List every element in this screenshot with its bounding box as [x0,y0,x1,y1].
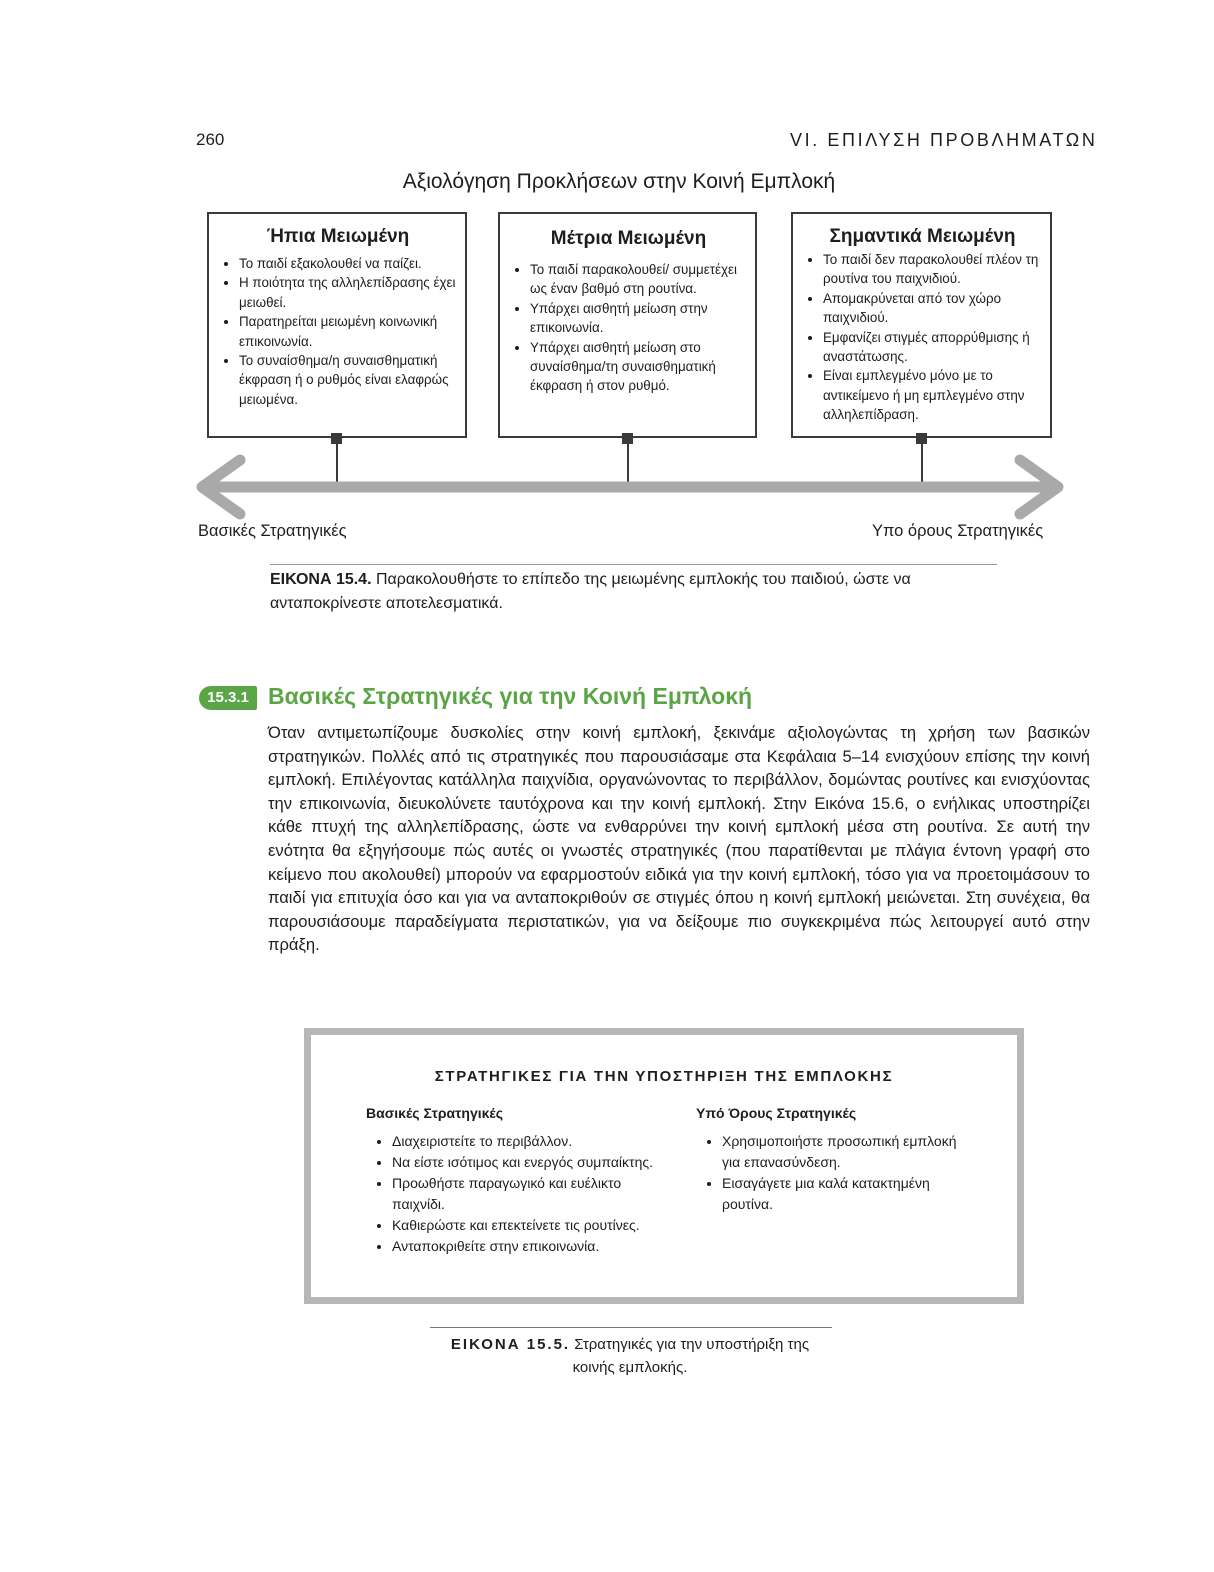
page-number: 260 [196,130,225,149]
figure-title-text: Αξιολόγηση Προκλήσεων στην Κοινή Εμπλοκή [402,170,836,193]
list-item: • Χρησιμοποιήστε προσωπική εμπλοκή για επανασύνδεση. [722,1131,966,1173]
box-significant-heading: Σημαντικά Μειωμένη [829,226,1016,247]
list-item: • Απομακρύνεται από τον χώρο παιχνιδιού. [823,289,1042,328]
list-item: • Εισαγάγετε μια καλά κατακτημένη ρουτίνα. [722,1173,966,1215]
list-item: • Υπάρχει αισθητή μείωση στην επικοινωνία. [530,299,747,338]
axis-right-label: Υπο όρους Στρατηγικές [872,522,1044,540]
list-item: • Καθιερώστε και επεκτείνετε τις ρουτίνες. [392,1215,666,1236]
figure-caption-15-5 [430,1333,830,1379]
list-item: • Ανταποκριθείτε στην επικοινωνία. [392,1236,666,1257]
box-moderate [498,212,757,438]
box-moderate-heading: Μέτρια Μειωμένη [550,228,707,249]
conditional-strategies-column [696,1105,966,1215]
section-number-badge: 15.3.1 [199,686,257,710]
axis-left-label: Βασικές Στρατηγικές [198,522,347,540]
figure-caption-15-4 [270,568,1000,616]
caption-text: Παρακολουθήστε το επίπεδο της μειωμένης εμπλοκής του παιδιού, ώστε να ανταποκρίνεστε αποτελεσματικά. [270,571,911,612]
list-item: • Διαχειριστείτε το περιβάλλον. [392,1131,666,1152]
list-item: • Είναι εμπλεγμένο μόνο με το αντικείμενο ή μη εμπλεγμένο στην αλληλεπίδραση. [823,366,1042,424]
figure-title [0,170,1214,194]
list-item: • Το παιδί δεν παρακολουθεί πλέον τη ρουτίνα του παιχνιδιού. [823,250,1042,289]
running-header: VI. ΕΠΙΛΥΣΗ ΠΡΟΒΛΗΜΑΤΩΝ [790,130,1098,150]
section-title: Βασικές Στρατηγικές για την Κοινή Εμπλοκή [268,683,753,709]
list-item: • Προωθήστε παραγωγικό και ευέλικτο παιχνίδι. [392,1173,666,1215]
caption-label: ΕΙΚΟΝΑ 15.4. [270,571,372,588]
conditional-strategies-list [696,1131,966,1215]
list-item: • Το παιδί παρακολουθεί/ συμμετέχει ως έναν βαθμό στη ρουτίνα. [530,260,747,299]
strategies-box [304,1028,1024,1304]
basic-strategies-column [366,1105,666,1257]
list-item: • Εμφανίζει στιγμές απορρύθμισης ή αναστάτωσης. [823,328,1042,367]
box-mild [207,212,467,438]
caption-rule [430,1327,832,1328]
list-item: • Παρατηρείται μειωμένη κοινωνική επικοινωνία. [239,312,457,351]
box-moderate-list [510,260,747,396]
caption-label: ΕΙΚΟΝΑ 15.5. [450,1336,571,1353]
list-item: • Υπάρχει αισθητή μείωση στο συναίσθημα/τη συναισθηματική έκφραση ή στον ρυθμό. [530,338,747,396]
list-item: • Η ποιότητα της αλληλεπίδρασης έχει μειωθεί. [239,273,457,312]
box-significant [791,212,1052,438]
box-significant-list [803,250,1042,425]
box-mild-heading: Ήπια Μειωμένη [266,226,410,247]
double-arrow-icon [190,454,1070,524]
list-item: • Να είστε ισότιμος και ενεργός συμπαίκτης. [392,1152,666,1173]
caption-rule [270,564,997,565]
box-mild-list [219,254,457,409]
list-item: • Το παιδί εξακολουθεί να παίζει. [239,254,457,273]
section-paragraph: Όταν αντιμετωπίζουμε δυσκολίες στην κοινή εμπλοκή, ξεκινάμε αξιολογώντας τη χρήση των βασικών στρατηγικών. Πολλές από τις στρατηγικές που παρουσιάσαμε στα Κεφάλαια 5–14 ενισχύουν επίσης την κοινή εμπλοκή. Επιλέγοντας κατάλληλα παιχνίδια, οργανώνοντας το περιβάλλον, δομώντας ρουτίνες και ενισχύοντας την επικοινωνία, διευκολύνετε ταυτόχρονα και την κοινή εμπλοκή. Στην Εικόνα 15.6, ο ενήλικας υποστηρίζει κάθε πτυχή της αλληλεπίδρασης, ώστε να ενθαρρύνει την κοινή εμπλοκή μέσα στη ρουτίνα. Σε αυτή την ενότητα θα εξηγήσουμε πώς αυτές οι γνωστές στρατηγικές (που παρατίθενται με πλάγια έντονη γραφή στο κείμενο που ακολουθεί) μπορούν να εφαρμοστούν ειδικά για την κοινή εμπλοκή, τόσο για να προετοιμάσουν το παιδί για επιτυχία όσο και για να ανταποκριθούν σε στιγμές όπου η κοινή εμπλοκή μειώνεται. Στη συνέχεια, θα παρουσιάσουμε παραδείγματα περιστατικών, για να δείξουμε πιο συγκεκριμένα πώς λειτουργεί αυτό στην πράξη. [268,723,1090,955]
basic-strategies-list [366,1131,666,1257]
caption-text: Στρατηγικές για την υποστήριξη της κοινής εμπλοκής. [572,1336,810,1376]
conditional-strategies-heading: Υπό Όρους Στρατηγικές [696,1105,857,1121]
list-item: • Το συναίσθημα/η συναισθηματική έκφραση ή ο ρυθμός είναι ελαφρώς μειωμένα. [239,351,457,409]
basic-strategies-heading: Βασικές Στρατηγικές [366,1105,504,1121]
strategies-heading: ΣΤΡΑΤΗΓΙΚΕΣ ΓΙΑ ΤΗΝ ΥΠΟΣΤΗΡΙΞΗ ΤΗΣ ΕΜΠΛΟΚΗΣ [434,1068,894,1085]
